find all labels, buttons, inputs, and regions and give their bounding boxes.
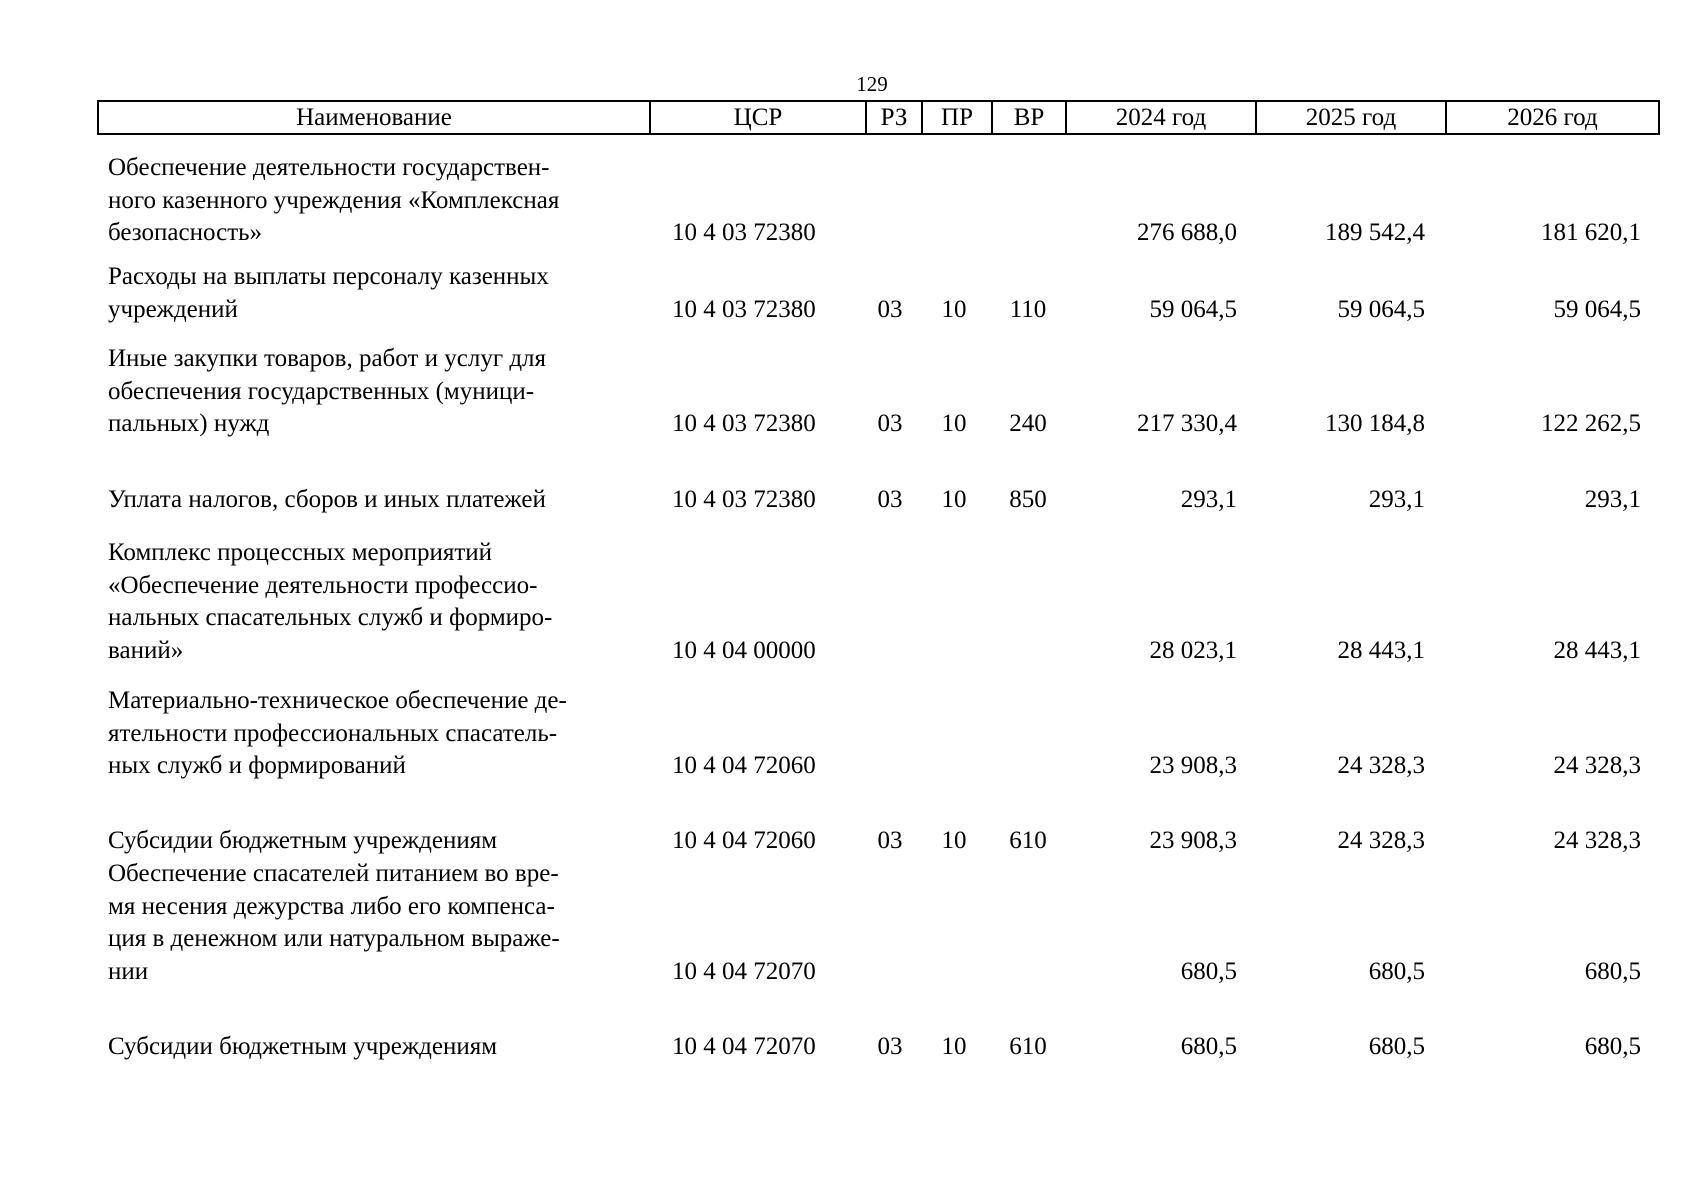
row-2026: 122 262,5 xyxy=(1541,410,1641,437)
header-name: Наименование xyxy=(98,101,650,134)
row-rz: 03 xyxy=(877,1033,903,1060)
row-rz: 03 xyxy=(877,486,903,513)
row-vr: 610 xyxy=(1009,827,1047,854)
row-csr: 10 4 04 00000 xyxy=(672,636,816,664)
row-2024: 28 023,1 xyxy=(1149,636,1237,664)
header-rz: РЗ xyxy=(866,101,922,134)
row-2026: 680,5 xyxy=(1584,957,1641,985)
row-2025: 189 542,4 xyxy=(1325,219,1425,246)
row-2025: 130 184,8 xyxy=(1325,410,1425,437)
row-2026: 24 328,3 xyxy=(1553,752,1641,779)
row-pr: 10 xyxy=(941,295,967,323)
row-2026: 59 064,5 xyxy=(1553,295,1641,323)
row-2026: 293,1 xyxy=(1584,486,1641,513)
row-2024: 23 908,3 xyxy=(1149,827,1237,854)
header-vr: ВР xyxy=(992,101,1066,134)
row-name: Субсидии бюджетным учреждениям xyxy=(108,827,498,854)
row-2024: 293,1 xyxy=(1180,486,1237,513)
row-2024: 23 908,3 xyxy=(1149,752,1237,779)
table-header xyxy=(97,100,1660,135)
row-csr: 10 4 03 72380 xyxy=(672,486,816,513)
header-2025: 2025 год xyxy=(1256,101,1446,134)
row-csr: 10 4 03 72380 xyxy=(672,295,816,323)
row-2026: 181 620,1 xyxy=(1541,219,1641,246)
row-2025: 59 064,5 xyxy=(1337,295,1425,323)
row-vr: 610 xyxy=(1009,1033,1047,1060)
table-row xyxy=(0,261,1697,326)
row-name: Материально-техническое обеспечение де- ятельности профессиональных спасатель- ных служб и формирований xyxy=(108,687,567,779)
row-2025: 24 328,3 xyxy=(1337,752,1425,779)
row-pr: 10 xyxy=(941,1033,967,1060)
row-vr: 850 xyxy=(1009,486,1047,513)
page-number: 129 xyxy=(856,72,888,96)
header-csr: ЦСР xyxy=(650,101,866,134)
row-name: Субсидии бюджетным учреждениям xyxy=(108,1033,498,1060)
row-rz: 03 xyxy=(877,827,903,854)
row-name: Расходы на выплаты персоналу казенных учреждений xyxy=(108,263,549,323)
row-vr: 110 xyxy=(1009,295,1047,323)
row-csr: 10 4 04 72070 xyxy=(672,1033,816,1060)
row-csr: 10 4 03 72380 xyxy=(672,219,816,246)
row-rz: 03 xyxy=(877,410,903,437)
row-name: Комплекс процессных мероприятий «Обеспечение деятельности профессио- нальных спасательных служб и формиро- ваний» xyxy=(108,539,553,664)
row-csr: 10 4 03 72380 xyxy=(672,410,816,437)
row-2026: 28 443,1 xyxy=(1553,636,1641,664)
row-2025: 24 328,3 xyxy=(1337,827,1425,854)
header-2026: 2026 год xyxy=(1446,101,1659,134)
row-csr: 10 4 04 72070 xyxy=(672,957,816,985)
row-2024: 59 064,5 xyxy=(1149,295,1237,323)
table-row xyxy=(0,484,1697,517)
table-row xyxy=(0,343,1697,441)
header-pr: ПР xyxy=(922,101,992,134)
row-2026: 24 328,3 xyxy=(1553,827,1641,854)
row-vr: 240 xyxy=(1009,410,1047,437)
row-2024: 217 330,4 xyxy=(1137,410,1237,437)
row-2025: 680,5 xyxy=(1368,957,1425,985)
row-2024: 276 688,0 xyxy=(1137,219,1237,246)
row-name: Иные закупки товаров, работ и услуг для обеспечения государственных (муници- пальных) нужд xyxy=(108,345,547,437)
row-2025: 680,5 xyxy=(1368,1033,1425,1060)
row-csr: 10 4 04 72060 xyxy=(672,827,816,854)
table-row xyxy=(0,825,1697,858)
row-2024: 680,5 xyxy=(1180,1033,1237,1060)
row-2026: 680,5 xyxy=(1584,1033,1641,1060)
row-name: Обеспечение спасателей питанием во вре- мя несения дежурства либо его компенса- ция в денежном или натуральном выраже- нии xyxy=(108,860,560,985)
header-2024: 2024 год xyxy=(1066,101,1256,134)
row-name: Обеспечение деятельности государствен- ного казенного учреждения «Комплексная безопасность» xyxy=(108,154,560,246)
row-2025: 28 443,1 xyxy=(1337,636,1425,664)
row-2025: 293,1 xyxy=(1368,486,1425,513)
table-row xyxy=(0,152,1697,250)
row-name: Уплата налогов, сборов и иных платежей xyxy=(108,486,546,513)
table-row xyxy=(0,537,1697,667)
row-csr: 10 4 04 72060 xyxy=(672,752,816,779)
table-row xyxy=(0,1031,1697,1064)
row-rz: 03 xyxy=(877,295,903,323)
row-2024: 680,5 xyxy=(1180,957,1237,985)
row-pr: 10 xyxy=(941,827,967,854)
table-row xyxy=(0,858,1697,988)
table-row xyxy=(0,685,1697,783)
row-pr: 10 xyxy=(941,486,967,513)
row-pr: 10 xyxy=(941,410,967,437)
